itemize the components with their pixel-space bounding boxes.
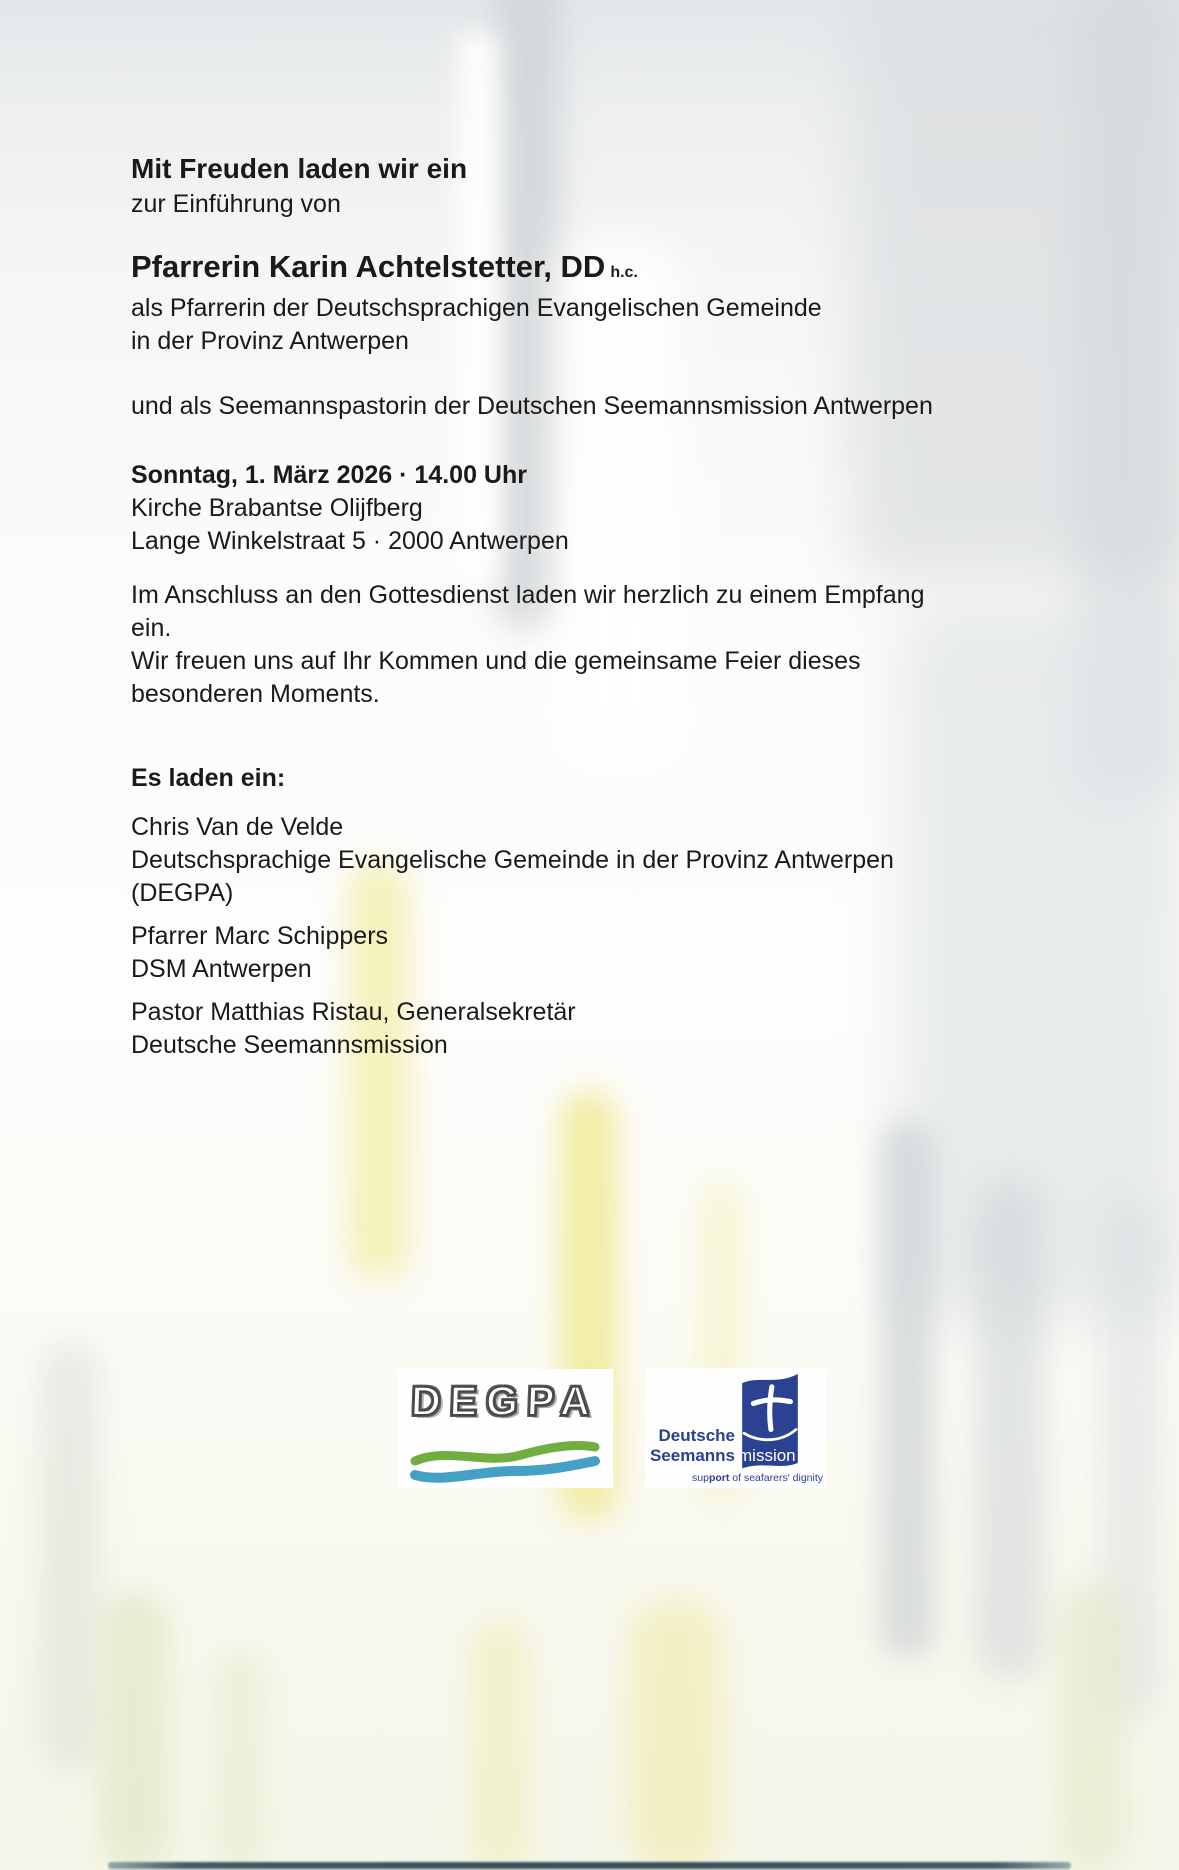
note-line-3: Wir freuen uns auf Ihr Kommen und die gemeinsame Feier dieses xyxy=(131,647,861,675)
hosts-heading: Es laden ein: xyxy=(131,764,286,792)
honoree-name: Pfarrerin Karin Achtelstetter, DD xyxy=(131,249,606,284)
background-streak xyxy=(630,1600,722,1870)
host-organisation: Deutsche Seemannsmission xyxy=(131,1031,448,1059)
dsm-logo xyxy=(645,1368,827,1488)
role-line-seamanns: und als Seemannspastorin der Deutschen Seemannsmission Antwerpen xyxy=(131,392,933,420)
intro-subline: zur Einführung von xyxy=(131,190,341,218)
host-organisation: DSM Antwerpen xyxy=(131,955,312,983)
note-line-2: ein. xyxy=(131,614,172,642)
role-line-2: in der Provinz Antwerpen xyxy=(131,327,409,355)
honoree-name-line xyxy=(131,248,1091,292)
background-streak xyxy=(470,1620,530,1870)
note-line-1: Im Anschluss an den Gottesdienst laden wir herzlich zu einem Empfang xyxy=(131,581,925,609)
event-date-line: Sonntag, 1. März 2026 · 14.00 Uhr xyxy=(131,461,527,489)
role-line-1: als Pfarrerin der Deutschsprachigen Evangelischen Gemeinde xyxy=(131,294,822,322)
background-streak xyxy=(880,1120,935,1660)
host-organisation: Deutschsprachige Evangelische Gemeinde in der Provinz Antwerpen xyxy=(131,846,894,874)
dsm-logo-text-deutsche: Deutsche xyxy=(658,1426,735,1445)
dsm-logo-tagline xyxy=(692,1472,823,1484)
dsm-tagline-pre: sup xyxy=(692,1472,709,1484)
reception-note xyxy=(131,579,1091,711)
host-name: Pastor Matthias Ristau, Generalsekretär xyxy=(131,998,576,1026)
venue-address: Lange Winkelstraat 5 · 2000 Antwerpen xyxy=(131,527,569,555)
host-organisation-abbr: (DEGPA) xyxy=(131,879,234,907)
background-streak xyxy=(975,1180,1045,1680)
note-line-4: besonderen Moments. xyxy=(131,680,380,708)
background-streak xyxy=(215,1650,265,1870)
intro-heading: Mit Freuden laden wir ein xyxy=(131,153,468,184)
host-group xyxy=(131,811,1091,910)
background-dark-strip xyxy=(108,1862,1071,1869)
dsm-logo-text-seemanns: Seemanns xyxy=(649,1446,735,1465)
background-streak xyxy=(40,1340,100,1770)
degpa-logo xyxy=(397,1369,613,1488)
background-streak xyxy=(100,1590,170,1870)
honoree-name-suffix: h.c. xyxy=(610,264,638,281)
venue-name: Kirche Brabantse Olijfberg xyxy=(131,494,423,522)
invitation-text-block xyxy=(131,152,1091,1062)
degpa-waves-icon xyxy=(407,1431,603,1483)
host-name: Pfarrer Marc Schippers xyxy=(131,922,389,950)
host-group xyxy=(131,996,1091,1062)
dsm-logo-text-mission: mission xyxy=(738,1446,796,1465)
host-name: Chris Van de Velde xyxy=(131,813,344,841)
degpa-logo-wordmark: DEGPA xyxy=(410,1378,600,1424)
background-streak xyxy=(1058,1580,1128,1870)
host-group xyxy=(131,920,1091,986)
dsm-tagline-bold: port xyxy=(708,1472,730,1484)
dsm-tagline-post: of seafarers' dignity xyxy=(729,1472,823,1484)
